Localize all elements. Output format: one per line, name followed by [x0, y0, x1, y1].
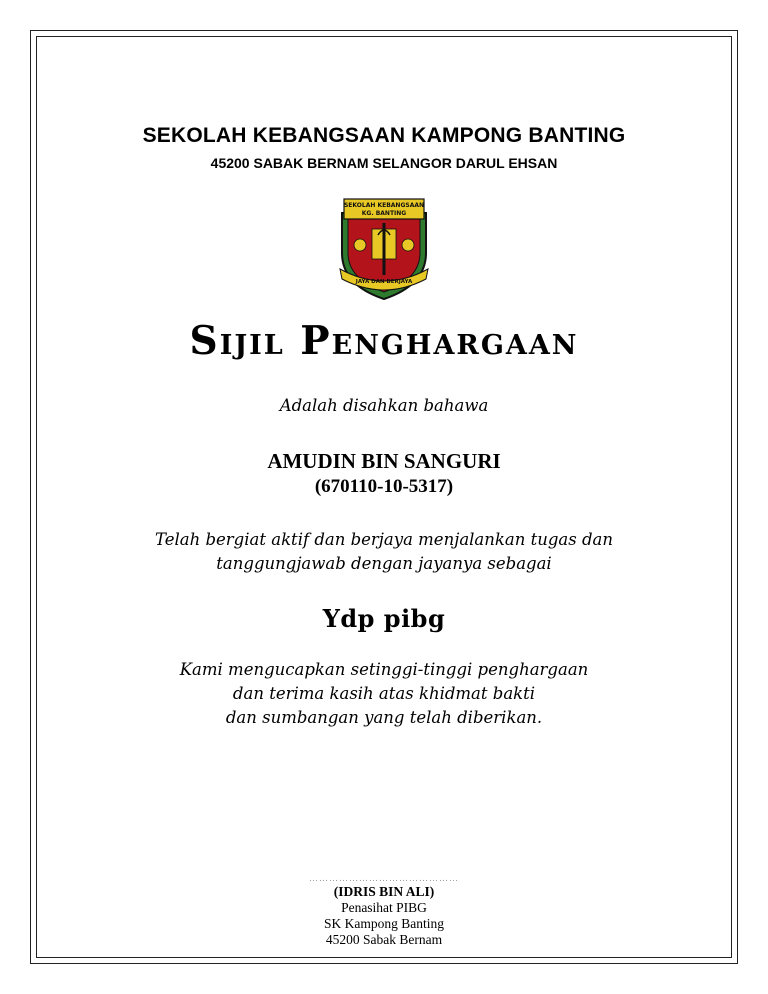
recipient-ic: (670110-10-5317) [314, 476, 454, 497]
certificate-title: Sijil Penghargaan [189, 318, 579, 364]
description-line: Telah bergiat aktif dan berjaya menjalankan tugas dan [154, 530, 613, 549]
description-line: tanggungjawab dengan jayanya sebagai [216, 554, 552, 573]
signatory-position: Penasihat PIBG [341, 900, 427, 915]
thanks-line: dan terima kasih atas khidmat bakti [232, 684, 536, 703]
role-title: Ydp pibg [322, 604, 446, 633]
crest-banner-text-2: KG. BANTING [361, 210, 407, 217]
signatory-school: SK Kampong Banting [324, 916, 444, 931]
signature-line: ……………………………………… [309, 873, 459, 883]
crest-banner-text: SEKOLAH KEBANGSAAN [343, 202, 425, 209]
recipient-name: AMUDIN BIN SANGURI [267, 449, 501, 473]
description-text [0, 528, 768, 576]
confirm-text: Adalah disahkan bahawa [279, 396, 489, 415]
thanks-line: dan sumbangan yang telah diberikan. [225, 708, 543, 727]
crest-ribbon-text: JAYA DAN BERJAYA [355, 279, 413, 285]
signatory-name: (IDRIS BIN ALI) [333, 884, 435, 899]
school-address: 45200 SABAK BERNAM SELANGOR DARUL EHSAN [210, 155, 558, 171]
school-crest-logo [334, 195, 434, 301]
school-name: SEKOLAH KEBANGSAAN KAMPONG BANTING [142, 124, 626, 147]
signatory-address: 45200 Sabak Bernam [325, 932, 443, 947]
thanks-line: Kami mengucapkan setinggi-tinggi penghargaan [179, 660, 589, 679]
thanks-text [0, 658, 768, 730]
